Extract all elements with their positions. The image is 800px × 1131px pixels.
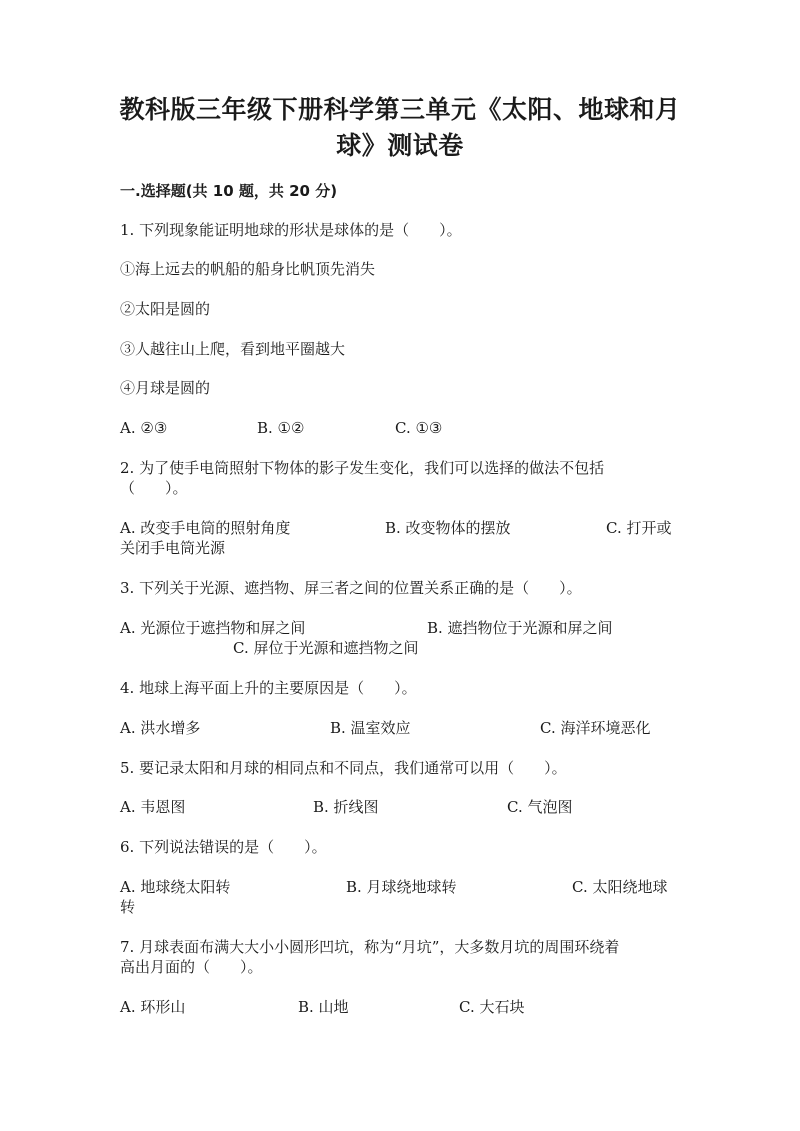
question-7-option-a: A. 环形山: [120, 998, 186, 1016]
question-2-stem-line2: （ ）。: [120, 479, 188, 497]
question-1-option-c: C. ①③: [395, 419, 443, 437]
question-2-option-c-wrap: 关闭手电筒光源: [120, 539, 226, 557]
question-1-item-4: ④月球是圆的: [120, 379, 211, 397]
question-2-option-a: A. 改变手电筒的照射角度: [120, 519, 291, 537]
question-1-option-a: A. ②③: [120, 419, 168, 437]
question-1-item-3: ③人越往山上爬，看到地平圈越大: [120, 340, 346, 358]
question-6-option-a: A. 地球绕太阳转: [120, 878, 231, 896]
question-1-stem: 1. 下列现象能证明地球的形状是球体的是（ ）。: [120, 221, 462, 239]
question-5-option-c: C. 气泡图: [507, 798, 573, 816]
page-title-line2: 球》测试卷: [336, 131, 464, 160]
question-6-stem: 6. 下列说法错误的是（ ）。: [120, 838, 327, 856]
question-7-stem-line1: 7. 月球表面布满大大小小圆形凹坑，称为“月坑”，大多数月坑的周围环绕着: [120, 938, 620, 956]
question-5-stem: 5. 要记录太阳和月球的相同点和不同点，我们通常可以用（ ）。: [120, 759, 567, 777]
question-1-option-b: B. ①②: [257, 419, 305, 437]
question-2-stem-line1: 2. 为了使手电筒照射下物体的影子发生变化，我们可以选择的做法不包括: [120, 459, 605, 477]
question-3-stem: 3. 下列关于光源、遮挡物、屏三者之间的位置关系正确的是（ ）。: [120, 579, 582, 597]
question-1-item-1: ①海上远去的帆船的船身比帆顶先消失: [120, 260, 376, 278]
question-7-option-b: B. 山地: [298, 998, 349, 1016]
question-4-stem: 4. 地球上海平面上升的主要原因是（ ）。: [120, 679, 417, 697]
question-3-option-c: C. 屏位于光源和遮挡物之间: [233, 639, 419, 657]
question-1-item-2: ②太阳是圆的: [120, 300, 211, 318]
question-6-option-b: B. 月球绕地球转: [346, 878, 457, 896]
page-title-line1: 教科版三年级下册科学第三单元《太阳、地球和月: [119, 95, 681, 124]
question-6-option-c-wrap: 转: [120, 898, 136, 916]
question-4-option-a: A. 洪水增多: [120, 719, 201, 737]
question-3-option-b: B. 遮挡物位于光源和屏之间: [427, 619, 613, 637]
question-5-option-a: A. 韦恩图: [120, 798, 186, 816]
question-5-option-b: B. 折线图: [313, 798, 379, 816]
question-7-stem-line2: 高出月面的（ ）。: [120, 958, 263, 976]
question-3-option-a: A. 光源位于遮挡物和屏之间: [120, 619, 306, 637]
question-7-option-c: C. 大石块: [459, 998, 525, 1016]
question-2-option-c: C. 打开或: [606, 519, 672, 537]
question-6-option-c: C. 太阳绕地球: [572, 878, 668, 896]
question-2-option-b: B. 改变物体的摆放: [385, 519, 511, 537]
question-4-option-b: B. 温室效应: [330, 719, 411, 737]
question-4-option-c: C. 海洋环境恶化: [540, 719, 651, 737]
section-heading: 一.选择题(共 10 题，共 20 分): [120, 182, 338, 200]
